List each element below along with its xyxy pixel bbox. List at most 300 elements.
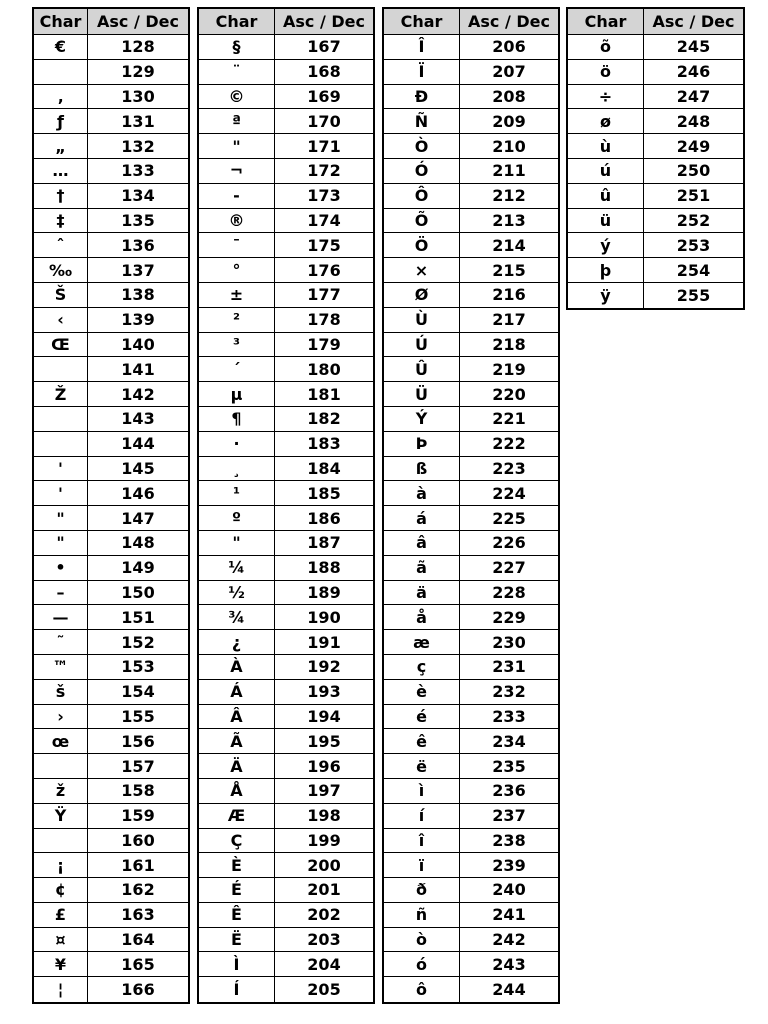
code-cell: 164 <box>121 930 155 950</box>
table-row <box>568 60 743 85</box>
table-row <box>34 457 188 482</box>
table-row <box>384 283 558 308</box>
table-row <box>34 407 188 432</box>
code-cell: 143 <box>121 409 155 429</box>
table-row <box>199 184 373 209</box>
ascii-table-1 <box>32 7 190 1004</box>
code-cell: 225 <box>492 508 526 528</box>
char-cell: ¡ <box>34 853 88 877</box>
code-cell: 198 <box>307 806 341 826</box>
table-row <box>384 407 558 432</box>
code-cell: 156 <box>121 731 155 751</box>
table-row <box>384 382 558 407</box>
char-cell: ß <box>384 457 460 481</box>
char-cell: á <box>384 506 460 530</box>
code-cell: 169 <box>307 86 341 106</box>
table-row <box>34 531 188 556</box>
char-cell: ¶ <box>199 407 275 431</box>
header-code: Asc / Dec <box>468 12 550 31</box>
table-row <box>199 233 373 258</box>
table-row <box>384 35 558 60</box>
code-cell: 155 <box>121 706 155 726</box>
char-cell: ³ <box>199 333 275 357</box>
code-cell: 212 <box>492 186 526 206</box>
char-cell: ¤ <box>34 928 88 952</box>
table-row <box>384 556 558 581</box>
table-row <box>34 977 188 1002</box>
char-cell: Ë <box>199 928 275 952</box>
code-cell: 168 <box>307 62 341 82</box>
char-cell: Õ <box>384 209 460 233</box>
table-row <box>34 853 188 878</box>
code-cell: 249 <box>676 136 711 156</box>
table-row <box>34 952 188 977</box>
code-cell: 135 <box>121 210 155 230</box>
table-row <box>384 209 558 234</box>
table-row <box>199 829 373 854</box>
code-cell: 238 <box>492 830 526 850</box>
char-cell: Ò <box>384 134 460 158</box>
char-cell: Ý <box>384 407 460 431</box>
char-cell: Ó <box>384 159 460 183</box>
code-cell: 193 <box>307 682 341 702</box>
table-row <box>34 729 188 754</box>
table-row <box>384 829 558 854</box>
table-row <box>199 556 373 581</box>
code-cell: 199 <box>307 830 341 850</box>
char-cell <box>34 60 88 84</box>
code-cell: 197 <box>307 781 341 801</box>
code-cell: 171 <box>307 136 341 156</box>
code-cell: 253 <box>676 235 711 255</box>
table-row <box>384 333 558 358</box>
code-cell: 160 <box>121 830 155 850</box>
char-cell: ' <box>34 481 88 505</box>
char-cell: é <box>384 705 460 729</box>
code-cell: 170 <box>307 111 341 131</box>
table-row <box>384 457 558 482</box>
table-row <box>34 184 188 209</box>
code-cell: 138 <box>121 285 155 305</box>
code-cell: 145 <box>121 458 155 478</box>
table-row <box>568 258 743 283</box>
char-cell: ¯ <box>199 233 275 257</box>
code-cell: 221 <box>492 409 526 429</box>
code-cell: 192 <box>307 657 341 677</box>
char-cell: • <box>34 556 88 580</box>
code-cell: 214 <box>492 235 526 255</box>
code-cell: 251 <box>676 186 711 206</box>
table-row <box>568 283 743 308</box>
char-cell: å <box>384 605 460 629</box>
char-cell: µ <box>199 382 275 406</box>
code-cell: 139 <box>121 310 155 330</box>
char-cell: Ö <box>384 233 460 257</box>
char-cell: Ä <box>199 754 275 778</box>
code-cell: 161 <box>121 855 155 875</box>
char-cell: Ü <box>384 382 460 406</box>
char-cell: º <box>199 506 275 530</box>
table-row <box>199 903 373 928</box>
code-cell: 162 <box>121 880 155 900</box>
table-row <box>34 134 188 159</box>
char-cell: æ <box>384 630 460 654</box>
code-cell: 179 <box>307 334 341 354</box>
char-cell: © <box>199 85 275 109</box>
char-cell: Ð <box>384 85 460 109</box>
char-cell: Á <box>199 680 275 704</box>
code-cell: 177 <box>307 285 341 305</box>
table-row <box>384 85 558 110</box>
char-cell: " <box>199 134 275 158</box>
code-cell: 183 <box>307 434 341 454</box>
code-cell: 239 <box>492 855 526 875</box>
table-row <box>199 977 373 1002</box>
code-cell: 191 <box>307 632 341 652</box>
table-row <box>34 605 188 630</box>
table-row <box>199 60 373 85</box>
code-cell: 203 <box>307 930 341 950</box>
char-cell: Ì <box>199 952 275 976</box>
code-cell: 228 <box>492 582 526 602</box>
table-row <box>199 853 373 878</box>
table-row <box>199 779 373 804</box>
code-cell: 178 <box>307 310 341 330</box>
char-cell: ‹ <box>34 308 88 332</box>
table-row <box>199 407 373 432</box>
code-cell: 142 <box>121 384 155 404</box>
table-row <box>199 878 373 903</box>
table-row <box>34 878 188 903</box>
code-cell: 176 <box>307 260 341 280</box>
table-header <box>199 9 373 35</box>
header-code: Asc / Dec <box>652 12 735 31</box>
table-row <box>384 729 558 754</box>
table-row <box>199 35 373 60</box>
table-row <box>199 134 373 159</box>
code-cell: 144 <box>121 434 155 454</box>
char-cell: Š <box>34 283 88 307</box>
table-row <box>34 109 188 134</box>
char-cell: Ž <box>34 382 88 406</box>
code-cell: 241 <box>492 905 526 925</box>
table-row <box>34 333 188 358</box>
table-row <box>199 531 373 556</box>
code-cell: 184 <box>307 458 341 478</box>
table-row <box>384 779 558 804</box>
code-cell: 236 <box>492 781 526 801</box>
header-char: Char <box>199 9 275 34</box>
char-cell: ¾ <box>199 605 275 629</box>
table-row <box>199 258 373 283</box>
table-row <box>34 630 188 655</box>
char-cell: Æ <box>199 804 275 828</box>
code-cell: 254 <box>676 260 711 280</box>
char-cell: ë <box>384 754 460 778</box>
table-row <box>384 928 558 953</box>
code-cell: 174 <box>307 210 341 230</box>
char-cell: Û <box>384 357 460 381</box>
char-cell: " <box>199 531 275 555</box>
char-cell: ¨ <box>199 60 275 84</box>
table-row <box>199 928 373 953</box>
code-cell: 130 <box>121 86 155 106</box>
table-header <box>384 9 558 35</box>
table-row <box>384 258 558 283</box>
code-cell: 247 <box>676 86 711 106</box>
table-row <box>34 258 188 283</box>
table-row <box>384 184 558 209</box>
table-row <box>384 680 558 705</box>
char-cell: … <box>34 159 88 183</box>
code-cell: 242 <box>492 930 526 950</box>
table-row <box>34 655 188 680</box>
char-cell: Ã <box>199 729 275 753</box>
code-cell: 204 <box>307 954 341 974</box>
table-row <box>199 432 373 457</box>
char-cell <box>34 357 88 381</box>
char-cell: ú <box>568 159 644 183</box>
char-cell: · <box>199 432 275 456</box>
code-cell: 196 <box>307 756 341 776</box>
code-cell: 244 <box>492 980 526 1000</box>
char-cell: Œ <box>34 333 88 357</box>
char-cell: ¿ <box>199 630 275 654</box>
table-row <box>199 754 373 779</box>
char-cell: è <box>384 680 460 704</box>
char-cell: - <box>199 184 275 208</box>
char-cell: ì <box>384 779 460 803</box>
table-row <box>384 630 558 655</box>
table-row <box>34 233 188 258</box>
table-row <box>34 705 188 730</box>
char-cell: „ <box>34 134 88 158</box>
code-cell: 150 <box>121 582 155 602</box>
table-row <box>199 209 373 234</box>
char-cell: Ø <box>384 283 460 307</box>
table-row <box>199 308 373 333</box>
table-row <box>568 109 743 134</box>
code-cell: 252 <box>676 210 711 230</box>
code-cell: 147 <box>121 508 155 528</box>
header-code: Asc / Dec <box>97 12 179 31</box>
code-cell: 151 <box>121 607 155 627</box>
code-cell: 201 <box>307 880 341 900</box>
char-cell: À <box>199 655 275 679</box>
code-cell: 219 <box>492 359 526 379</box>
table-row <box>384 531 558 556</box>
table-row <box>568 35 743 60</box>
char-cell: " <box>34 506 88 530</box>
ascii-table-4 <box>566 7 745 310</box>
char-cell: Í <box>199 977 275 1002</box>
char-cell: œ <box>34 729 88 753</box>
code-cell: 141 <box>121 359 155 379</box>
char-cell: ý <box>568 233 644 257</box>
char-cell: ™ <box>34 655 88 679</box>
char-cell: ' <box>34 457 88 481</box>
code-cell: 167 <box>307 37 341 57</box>
code-cell: 190 <box>307 607 341 627</box>
table-header <box>34 9 188 35</box>
char-cell <box>34 407 88 431</box>
table-row <box>384 581 558 606</box>
code-cell: 243 <box>492 954 526 974</box>
table-row <box>34 829 188 854</box>
code-cell: 187 <box>307 533 341 553</box>
char-cell: " <box>34 531 88 555</box>
code-cell: 255 <box>676 285 711 305</box>
table-row <box>384 308 558 333</box>
char-cell: ù <box>568 134 644 158</box>
char-cell: › <box>34 705 88 729</box>
table-row <box>34 680 188 705</box>
table-row <box>34 357 188 382</box>
char-cell: ü <box>568 209 644 233</box>
code-cell: 188 <box>307 558 341 578</box>
char-cell: û <box>568 184 644 208</box>
table-row <box>384 804 558 829</box>
code-cell: 159 <box>121 806 155 826</box>
char-cell: Ç <box>199 829 275 853</box>
code-cell: 185 <box>307 483 341 503</box>
char-cell: ¬ <box>199 159 275 183</box>
char-cell: Ê <box>199 903 275 927</box>
code-cell: 133 <box>121 161 155 181</box>
char-cell: ° <box>199 258 275 282</box>
table-row <box>568 159 743 184</box>
char-cell: – <box>34 581 88 605</box>
code-cell: 186 <box>307 508 341 528</box>
code-cell: 137 <box>121 260 155 280</box>
char-cell: î <box>384 829 460 853</box>
char-cell: ‰ <box>34 258 88 282</box>
table-row <box>199 109 373 134</box>
char-cell: í <box>384 804 460 828</box>
table-row <box>384 134 558 159</box>
char-cell: § <box>199 35 275 59</box>
code-cell: 208 <box>492 86 526 106</box>
code-cell: 189 <box>307 582 341 602</box>
char-cell: € <box>34 35 88 59</box>
code-cell: 235 <box>492 756 526 776</box>
char-cell: ƒ <box>34 109 88 133</box>
char-cell: ê <box>384 729 460 753</box>
char-cell: ñ <box>384 903 460 927</box>
code-cell: 229 <box>492 607 526 627</box>
code-cell: 181 <box>307 384 341 404</box>
char-cell: ® <box>199 209 275 233</box>
table-row <box>568 184 743 209</box>
char-cell: ª <box>199 109 275 133</box>
table-row <box>199 159 373 184</box>
table-row <box>384 109 558 134</box>
char-cell: Þ <box>384 432 460 456</box>
ascii-table-2 <box>197 7 375 1004</box>
table-row <box>384 878 558 903</box>
char-cell: ö <box>568 60 644 84</box>
table-row <box>199 729 373 754</box>
code-cell: 152 <box>121 632 155 652</box>
char-cell: õ <box>568 35 644 59</box>
char-cell: š <box>34 680 88 704</box>
code-cell: 173 <box>307 186 341 206</box>
table-row <box>199 357 373 382</box>
char-cell: â <box>384 531 460 555</box>
char-cell: ˜ <box>34 630 88 654</box>
code-cell: 250 <box>676 161 711 181</box>
table-row <box>384 705 558 730</box>
code-cell: 206 <box>492 37 526 57</box>
table-row <box>199 680 373 705</box>
code-cell: 165 <box>121 954 155 974</box>
table-row <box>199 952 373 977</box>
code-cell: 166 <box>121 980 155 1000</box>
char-cell: ¦ <box>34 977 88 1002</box>
ascii-table-3 <box>382 7 560 1004</box>
code-cell: 224 <box>492 483 526 503</box>
header-code: Asc / Dec <box>283 12 365 31</box>
char-cell: ã <box>384 556 460 580</box>
code-cell: 128 <box>121 37 155 57</box>
code-cell: 240 <box>492 880 526 900</box>
code-cell: 157 <box>121 756 155 776</box>
code-cell: 158 <box>121 781 155 801</box>
table-row <box>568 209 743 234</box>
char-cell: ò <box>384 928 460 952</box>
table-row <box>199 333 373 358</box>
char-cell: Ú <box>384 333 460 357</box>
table-row <box>34 209 188 234</box>
table-row <box>34 804 188 829</box>
table-row <box>384 357 558 382</box>
code-cell: 246 <box>676 62 711 82</box>
char-cell: ð <box>384 878 460 902</box>
code-cell: 149 <box>121 558 155 578</box>
code-cell: 211 <box>492 161 526 181</box>
code-cell: 195 <box>307 731 341 751</box>
table-row <box>34 754 188 779</box>
code-cell: 153 <box>121 657 155 677</box>
char-cell: ¼ <box>199 556 275 580</box>
char-cell: ç <box>384 655 460 679</box>
code-cell: 216 <box>492 285 526 305</box>
table-row <box>199 655 373 680</box>
table-row <box>34 903 188 928</box>
code-cell: 131 <box>121 111 155 131</box>
table-row <box>34 779 188 804</box>
table-row <box>568 233 743 258</box>
code-cell: 234 <box>492 731 526 751</box>
char-cell: Â <box>199 705 275 729</box>
char-cell: ¢ <box>34 878 88 902</box>
char-cell: ä <box>384 581 460 605</box>
table-row <box>199 506 373 531</box>
code-cell: 227 <box>492 558 526 578</box>
code-cell: 194 <box>307 706 341 726</box>
table-row <box>384 853 558 878</box>
table-row <box>384 754 558 779</box>
code-cell: 213 <box>492 210 526 230</box>
table-row <box>34 581 188 606</box>
char-cell <box>34 829 88 853</box>
code-cell: 210 <box>492 136 526 156</box>
char-cell: ½ <box>199 581 275 605</box>
code-cell: 136 <box>121 235 155 255</box>
code-cell: 132 <box>121 136 155 156</box>
code-cell: 182 <box>307 409 341 429</box>
table-row <box>199 581 373 606</box>
